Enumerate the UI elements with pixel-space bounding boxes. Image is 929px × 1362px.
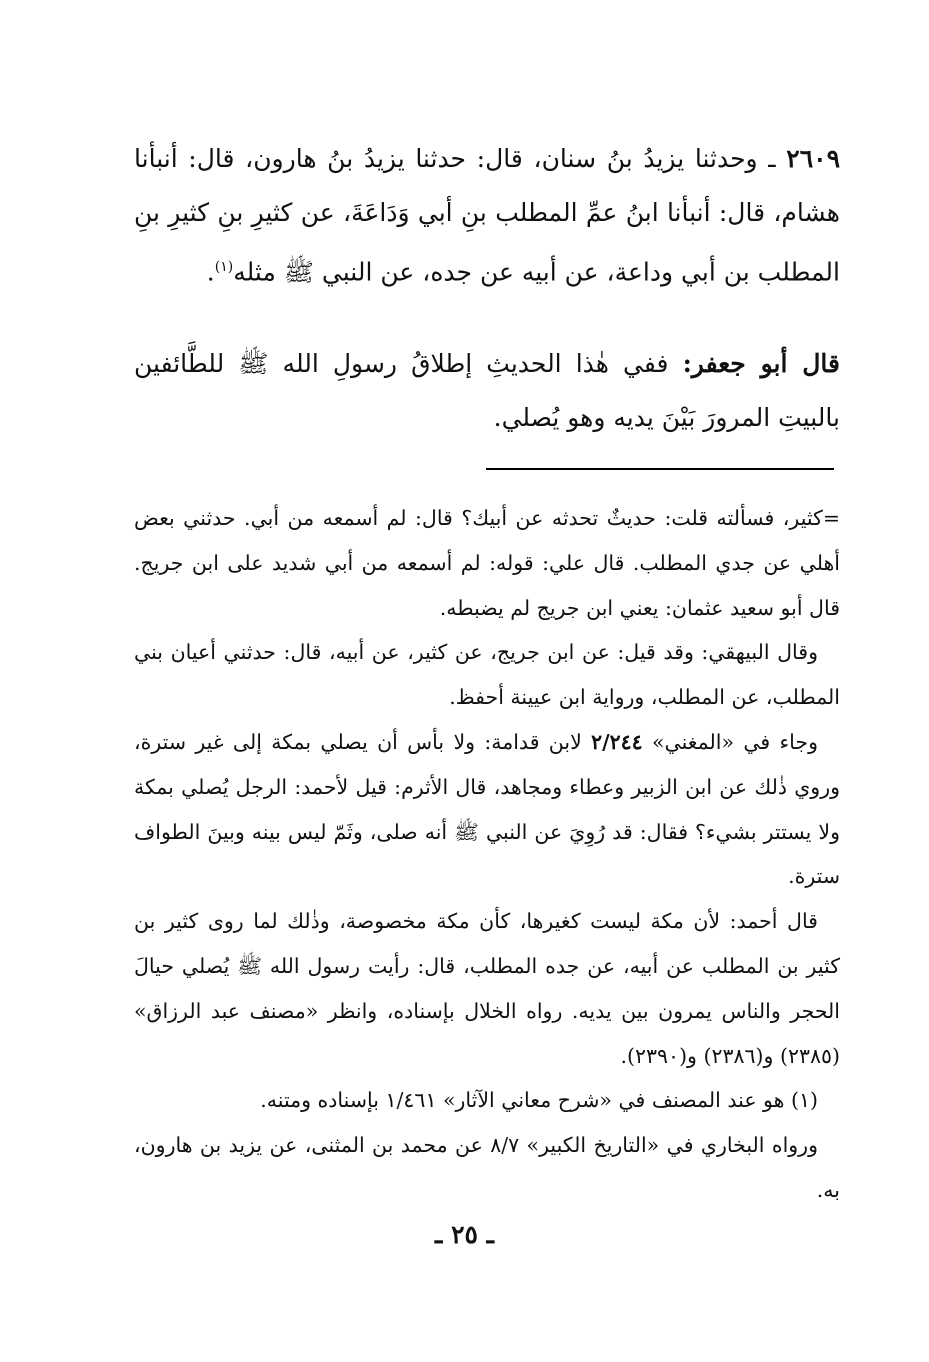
hadith-text: ـ وحدثنا يزيدُ بنُ سنان، قال: حدثنا يزيدُ بنُ هارون، قال: أنبأنا هشام، قال: أنبأنا ابنُ عمِّ المطلب بنِ أبي وَدَاعَةَ، عن كثيرِ بنِ كثيرِ بنِ المطلب بن أبي وداعة، عن أبيه عن جده، عن النبي ﷺ مثله [134,144,840,287]
footnote-bayhaqi: وقال البيهقي: وقد قيل: عن ابن جريج، عن كثير، عن أبيه، قال: حدثني أعيان بني المطلب، عن المطلب، ورواية ابن عيينة أحفظ. [134,640,840,710]
footnotes-section [134,496,840,1213]
footnote-mughni-start: وجاء في «المغني» [642,729,818,754]
abu-jafar-text: ففي هٰذا الحديثِ إطلاقُ رسولِ الله ﷺ للطَّائفين بالبيتِ المرورَ بَيْنَ يديه وهو يُصلي. [134,349,840,432]
abu-jafar-commentary [134,337,840,445]
footnote-marker: (١) [214,259,234,275]
hadith-2609-paragraph [134,132,840,299]
footnote-1-bukhari: ورواه البخاري في «التاريخ الكبير» ٨/٧ عن محمد بن المثنى، عن يزيد بن هارون، به. [134,1133,840,1202]
footnote-continuation: =كثير، فسألته قلت: حديثٌ تحدثه عن أبيك؟ قال: لم أسمعه من أبي. حدثني بعض أهلي عن جدي المطلب. قال علي: قوله: لم أسمعه من أبي شديد على ابن جريج. قال أبو سعيد عثمان: يعني ابن جريج لم يضبطه. [134,506,840,620]
hadith-end: . [206,257,215,287]
footnote-mughni-ref: ٢/٢٤٤ [591,729,643,754]
hadith-number: ٢٦٠٩ [786,144,840,173]
page-number: ـ ٢٥ ـ [435,1220,494,1249]
footnote-mughni-rest: لابن قدامة: ولا بأس أن يصلي بمكة إلى غير سترة، وروي ذٰلك عن ابن الزبير وعطاء ومجاهد، قال الأثرم: قيل لأحمد: الرجل يُصلي بمكة ولا يستتر بشيء؟ فقال: قد رُوِيَ عن النبي ﷺ أنه صلى، وثَمّ ليس بينه وبينَ الطواف سترة. [134,729,840,889]
footnote-divider [486,468,834,470]
abu-jafar-label: قال أبو جعفر: [682,349,840,378]
footnote-ahmad: قال أحمد: لأن مكة ليست كغيرها، كأن مكة مخصوصة، وذٰلك لما روى كثير بن كثير بن المطلب عن أبيه، عن جده المطلب، قال: رأيت رسول الله ﷺ يُصلي حيالَ الحجر والناس يمرون بين يديه. رواه الخلال بإسناده، وانظر «مصنف عبد الرزاق» (٢٣٨٥) و(٢٣٨٦) و(٢٣٩٠). [134,909,840,1068]
footnote-mughni [134,720,840,899]
footnote-1: (١) هو عند المصنف في «شرح معاني الآثار» ١/٤٦١ بإسناده ومتنه. [260,1088,818,1113]
